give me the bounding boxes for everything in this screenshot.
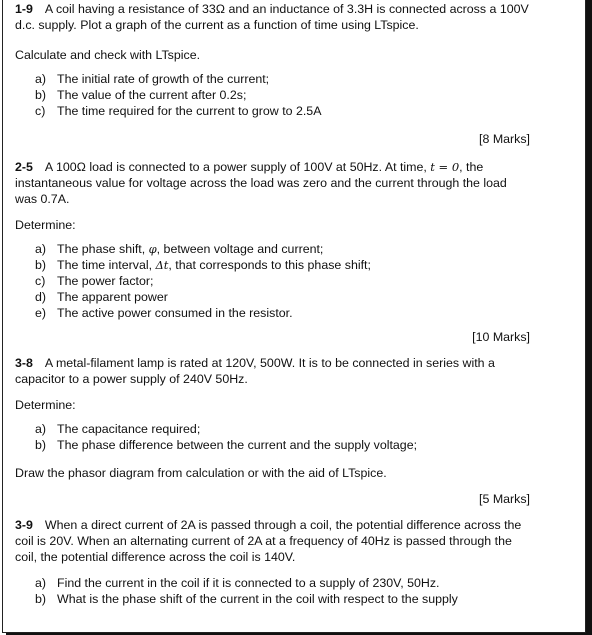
sub-question: b) What is the phase shift of the current in the coil with respect to the supply [35,592,458,606]
sub-question: b) The value of the current after 0.2s; [35,88,247,102]
page-shadow-right [586,0,592,635]
sub-question: e) The active power consumed in the resistor. [35,306,293,320]
sub-question-list [15,71,530,119]
question-text: 3-8 A metal-filament lamp is rated at 120V, 500W. It is to be connected in series with a capacitor to a power supply of 240V 50Hz. [15,356,495,386]
question-number: 2-5 [15,160,33,174]
sub-question: a) Find the current in the coil if it is connected to a supply of 230V, 50Hz. [35,576,440,590]
sub-question-list [15,241,530,321]
question-prompt: Calculate and check with LTspice. [15,48,201,62]
question-2-5 [15,159,530,345]
question-3-8 [15,355,530,507]
math-phi: φ [148,242,157,256]
sub-question-list [15,575,530,607]
question-number: 1-9 [15,2,33,16]
sub-question-list [15,421,530,453]
marks-label: [5 Marks] [479,492,530,506]
marks-label: [8 Marks] [479,132,530,146]
sub-question: a) The capacitance required; [35,422,201,436]
math-t-equals-zero: t = 0 [430,160,460,174]
sub-question: c) The power factor; [35,274,154,288]
question-3-9 [15,517,530,607]
marks-label: [10 Marks] [472,330,530,344]
question-number: 3-9 [15,518,33,532]
sub-question: d) The apparent power [35,290,168,304]
question-text: 2-5 A 100Ω load is connected to a power supply of 100V at 50Hz. At time, t = 0, the instantaneous value for voltage across the load was zero and the current through the load was 0.7A. [15,160,507,206]
sub-question: b) The phase difference between the current and the supply voltage; [35,438,418,452]
question-instruction: Draw the phasor diagram from calculation or with the aid of LTspice. [15,466,387,480]
question-prompt: Determine: [15,218,76,232]
question-text: 1-9 A coil having a resistance of 33Ω and an inductance of 3.3H is connected across a 100V d.c. supply. Plot a graph of the current as a function of time using LTspice. [15,2,529,32]
sub-question: b) The time interval, Δt, that corresponds to this phase shift; [35,258,371,272]
question-prompt: Determine: [15,398,76,412]
question-text: 3-9 When a direct current of 2A is passed through a coil, the potential difference across the coil is 20V. When an alternating current of 2A at a frequency of 40Hz is passed through the coil, the potential difference across the coil is 140V. [15,518,522,564]
sub-question: a) The phase shift, φ, between voltage and current; [35,242,324,256]
sub-question: c) The time required for the current to grow to 2.5A [35,104,322,118]
question-number: 3-8 [15,356,33,370]
sub-question: a) The initial rate of growth of the current; [35,72,270,86]
document-content [15,0,530,606]
question-1-9 [15,1,530,147]
math-delta-t: Δt [155,258,169,272]
